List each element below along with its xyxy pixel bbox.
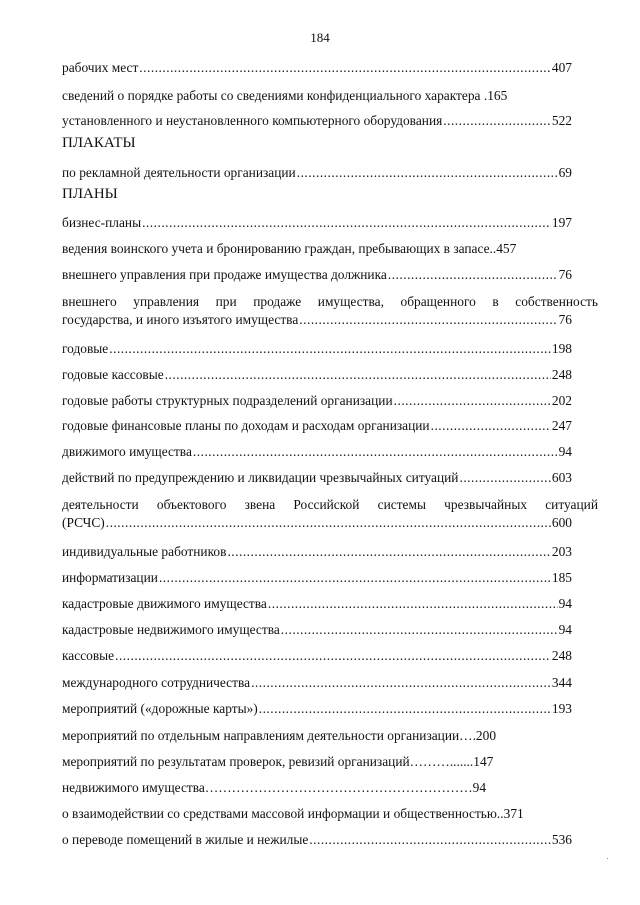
dot-leader: [281, 622, 558, 638]
dot-leader: [309, 832, 551, 848]
entry-page: 69: [558, 165, 572, 180]
entry-text: установленного и неустановленного компьютерного оборудования: [62, 113, 443, 128]
dot-leader: [443, 113, 551, 129]
entry-text: о взаимодействии со средствами массовой информации и общественностью..: [62, 806, 504, 821]
index-entry: [62, 675, 572, 691]
index-entry: [62, 88, 572, 104]
entry-page: 247: [551, 418, 572, 433]
page-number: 184: [310, 30, 330, 45]
dot-leader: [394, 393, 551, 409]
index-entry: [62, 648, 572, 664]
dot-leader: [431, 418, 551, 434]
dot-leader: [165, 367, 551, 383]
dot-leader: [268, 596, 558, 612]
dot-leader: [299, 312, 557, 328]
entry-page: 94: [472, 780, 487, 795]
entry-text: движимого имущества: [62, 444, 192, 459]
dot-leader: [109, 341, 551, 357]
index-entry: [62, 215, 572, 231]
entry-page: 197: [551, 215, 572, 230]
entry-page: 203: [551, 544, 572, 559]
entry-page: 600: [551, 515, 572, 530]
section-heading: ПЛАНЫ: [62, 186, 118, 202]
entry-page: 457: [496, 241, 517, 256]
entry-text: годовые кассовые: [62, 367, 164, 382]
dot-leader: [159, 570, 551, 586]
entry-text: внешнего управления при продаже имущества, обращенного в собственность: [62, 294, 598, 309]
entry-page: 536: [551, 832, 572, 847]
entry-page: 165: [487, 88, 508, 103]
dot-leader: [142, 215, 551, 231]
entry-text: бизнес-планы: [62, 215, 142, 230]
entry-text: годовые работы структурных подразделений организации: [62, 393, 393, 408]
entry-text: годовые: [62, 341, 109, 356]
entry-text: информатизации: [62, 570, 158, 585]
entry-text: международного сотрудничества: [62, 675, 251, 690]
index-entry: [62, 294, 598, 328]
entry-continuation: [62, 515, 572, 531]
index-entry: [62, 728, 572, 744]
index-entry: [62, 444, 572, 460]
entry-text: недвижимого имущества……………………………………………………: [62, 780, 473, 795]
index-entry: [62, 341, 572, 357]
dot-leader: [388, 267, 558, 283]
entry-text: годовые финансовые планы по доходам и расходам организации: [62, 418, 430, 433]
entry-text: кассовые: [62, 648, 115, 663]
section-heading: ПЛАКАТЫ: [62, 135, 136, 151]
dot-leader: [259, 701, 551, 717]
index-entry: [62, 570, 572, 586]
index-entry: [62, 418, 572, 434]
entry-text: сведений о порядке работы со сведениями конфиденциального характера .: [62, 88, 488, 103]
dot-leader: [227, 544, 550, 560]
index-entry: [62, 544, 572, 560]
entry-page: 344: [551, 675, 572, 690]
entry-text: кадастровые недвижимого имущества: [62, 622, 280, 637]
entry-page: 94: [558, 622, 572, 637]
entry-page: 407: [551, 60, 572, 75]
entry-continuation: [62, 312, 572, 328]
entry-text: по рекламной деятельности организации: [62, 165, 296, 180]
index-entry: [62, 832, 572, 848]
entry-text: кадастровые движимого имущества: [62, 596, 267, 611]
dot-leader: [297, 165, 558, 181]
entry-text: действий по предупреждению и ликвидации чрезвычайных ситуаций: [62, 470, 459, 485]
index-entry: [62, 596, 572, 612]
index-entry: [62, 267, 572, 283]
index-entry: [62, 241, 572, 257]
entry-text: индивидуальные работников: [62, 544, 227, 559]
entry-page: 147: [473, 754, 494, 769]
entry-page: 94: [558, 596, 572, 611]
entry-text: мероприятий по отдельным направлениям деятельности организации….: [62, 728, 476, 743]
entry-page: 603: [551, 470, 572, 485]
scan-speck: [607, 858, 608, 859]
index-entry: [62, 780, 572, 796]
entry-page: 371: [503, 806, 524, 821]
dot-leader: [193, 444, 558, 460]
index-entry: [62, 113, 572, 129]
dot-leader: [106, 515, 551, 531]
entry-page: 94: [558, 444, 572, 459]
index-entry: [62, 393, 572, 409]
entry-text: о переводе помещений в жилые и нежилые: [62, 832, 309, 847]
index-entry: [62, 622, 572, 638]
index-entry: [62, 701, 572, 717]
entry-page: 76: [558, 312, 572, 327]
entry-text: деятельности объектового звена Российской системы чрезвычайных ситуаций: [62, 497, 598, 512]
dot-leader: [251, 675, 551, 691]
entry-page: 202: [551, 393, 572, 408]
dot-leader: [459, 470, 550, 486]
dot-leader: [139, 60, 551, 76]
index-entry: [62, 497, 598, 531]
entry-page: 522: [551, 113, 572, 128]
index-entry: [62, 754, 572, 770]
entry-page: 200: [475, 728, 497, 743]
entry-text: рабочих мест: [62, 60, 139, 75]
index-entry: [62, 165, 572, 181]
entry-text: ведения воинского учета и бронированию граждан, пребывающих в запасе..: [62, 241, 497, 256]
entry-text: (РСЧС): [62, 515, 105, 530]
index-entry: [62, 806, 572, 822]
entry-page: 248: [551, 648, 572, 663]
entry-page: 248: [551, 367, 572, 382]
entry-text: мероприятий по результатам проверок, ревизий организаций……….......: [62, 754, 474, 769]
entry-page: 193: [551, 701, 572, 716]
index-entry: [62, 60, 572, 76]
entry-page: 198: [551, 341, 572, 356]
entry-text: мероприятий («дорожные карты»): [62, 701, 258, 716]
entry-text: государства, и иного изъятого имущества: [62, 312, 299, 327]
index-entry: [62, 367, 572, 383]
dot-leader: [115, 648, 551, 664]
entry-text: внешнего управления при продаже имущества должника: [62, 267, 387, 282]
entry-page: 76: [558, 267, 572, 282]
index-entry: [62, 470, 572, 486]
entry-page: 185: [551, 570, 572, 585]
